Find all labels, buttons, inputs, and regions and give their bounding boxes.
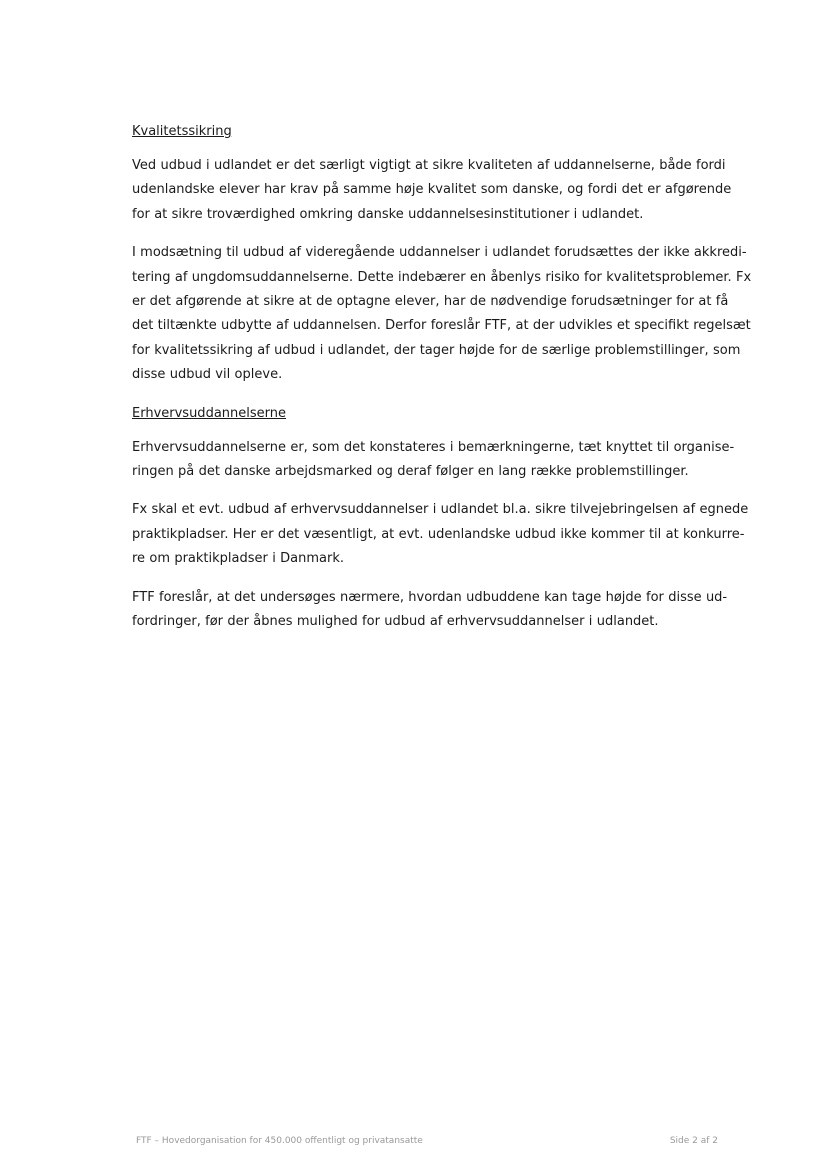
paragraph-line: praktikpladser. Her er det væsentligt, at evt. udenlandske udbud ikke kommer til at konkurre- [132,526,745,542]
paragraph-line: Fx skal et evt. udbud af erhvervsuddannelser i udlandet bl.a. sikre tilvejebringelsen af egnede [132,502,749,518]
section-heading: Kvalitetssikring [132,124,232,139]
paragraph-line: fordringer, før der åbnes mulighed for udbud af erhvervsuddannelser i udlandet. [132,614,659,630]
paragraph [132,498,749,571]
document-body [132,120,752,649]
paragraph-line: I modsætning til udbud af videregående uddannelser i udlandet forudsættes der ikke akkredi- [132,245,747,261]
section-kvalitetssikring [132,120,752,388]
paragraph-line: FTF foreslår, at det undersøges nærmere, hvordan udbuddene kan tage højde for disse ud- [132,589,728,605]
paragraph [132,586,728,635]
paragraph [132,154,732,227]
paragraph-line: for at sikre troværdighed omkring danske uddannelsesinstitutioner i udlandet. [132,206,644,222]
paragraph-line: disse udbud vil opleve. [132,367,283,383]
paragraph-line: for kvalitetssikring af udbud i udlandet, der tager højde for de særlige problemstillinger, som [132,342,741,358]
paragraph-line: Ved udbud i udlandet er det særligt vigtigt at sikre kvaliteten af uddannelserne, både fordi [132,158,726,173]
paragraph-line: er det afgørende at sikre at de optagne elever, har de nødvendige forudsætninger for at få [132,294,729,310]
paragraph-line: det tiltænkte udbytte af uddannelsen. Derfor foreslår FTF, at der udvikles et specifikt regelsæt [132,318,751,334]
paragraph [132,436,735,485]
paragraph-line: re om praktikpladser i Danmark. [132,551,344,567]
paragraph-line: tering af ungdomsuddannelserne. Dette indebærer en åbenlys risiko for kvalitetsproblemer. Fx [132,269,752,285]
section-erhvervsuddannelserne [132,402,749,635]
footer-organization: FTF – Hovedorganisation for 450.000 offentligt og privatansatte [136,1136,423,1146]
section-heading: Erhvervsuddannelserne [132,405,286,421]
footer-page-number: Side 2 af 2 [669,1136,718,1146]
paragraph-line: Erhvervsuddannelserne er, som det konstateres i bemærkningerne, tæt knyttet til organise- [132,439,735,455]
paragraph [132,241,752,387]
paragraph-line: udenlandske elever har krav på samme høje kvalitet som danske, og fordi det er afgørende [132,182,732,198]
paragraph-line: ringen på det danske arbejdsmarked og deraf følger en lang række problemstillinger. [132,464,689,480]
